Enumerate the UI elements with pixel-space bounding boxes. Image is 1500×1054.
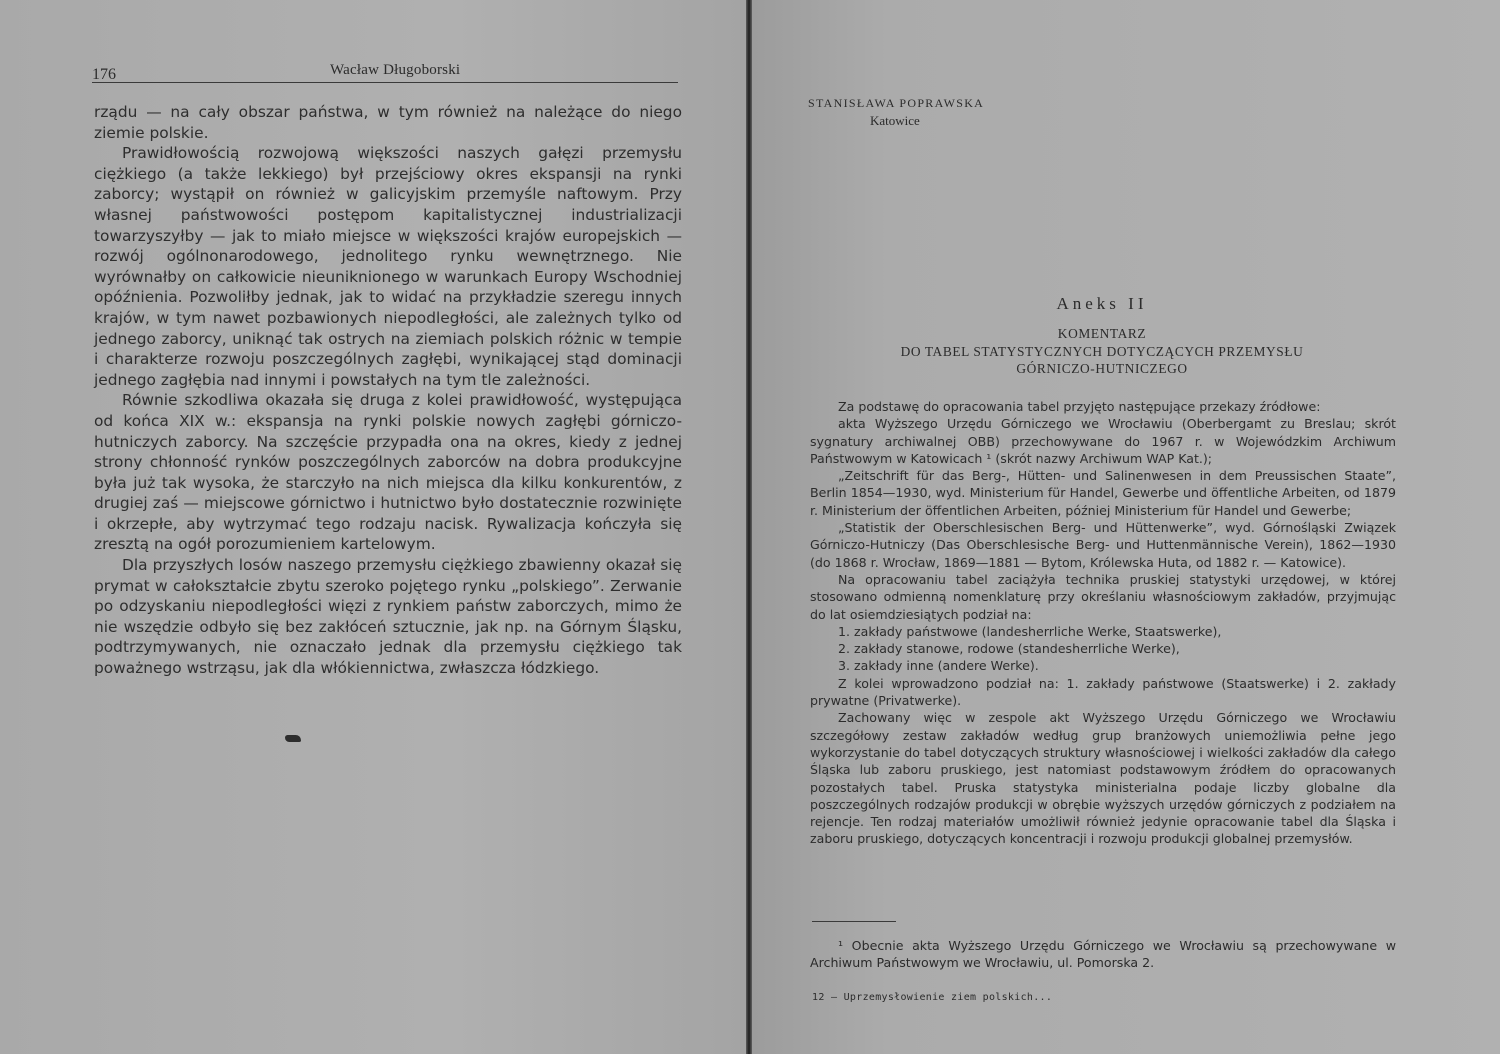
- subtitle-line: KOMENTARZ: [1057, 326, 1147, 341]
- sources-intro: Za podstawę do opracowania tabel przyjęto następujące przekazy źródłowe:: [838, 399, 1321, 414]
- author-name: STANISŁAWA POPRAWSKA: [808, 96, 985, 110]
- footnote: ¹ Obecnie akta Wyższego Urzędu Górniczego we Wrocławiu są przechowywane w Archiwum Państwowym we Wrocławiu, ul. Pomorska 2.: [810, 938, 1396, 971]
- paragraph: Na opracowaniu tabel zaciążyła technika pruskiej statystyki urzędowej, w której stosowano odmienną nomenklaturę przy określaniu własnościowym zakładów, przyjmując do lat osiemdziesiątych podział na:: [810, 571, 1396, 622]
- paragraph: Równie szkodliwa okazała się druga z kolei prawidłowość, występująca od końca XIX w.: ekspansja na rynki polskie nowych zagłębi górniczo-hutniczych zaborcy. Na szczęście przypadła ona na okres, kiedy z jednej strony chłonność rynków poszczególnych zaborców na dobra produkcyjne była już tak wysoka, że starczyło na nich miejsca dla kilku konkurentów, z drugiej zaś — miejscowe górnictwo i hutnictwo było dostatecznie rozwinięte i okrzepłe, aby wytrzymać tego rodzaju nacisk. Rywalizacja kończyła się zresztą na ogół porozumieniem kartelowym.: [94, 391, 682, 554]
- paragraph: Zachowany więc w zespole akt Wyższego Urzędu Górniczego we Wrocławiu szczegółowy zestaw zakładów według grup branżowych uniemożliwia pełne jego wykorzystanie do tabel dotyczących struktury własnościowej i wielkości zakładów dla całego Śląska lub zaboru pruskiego, jest natomiast podstawowym źródłem do opracowanych pozostałych tabel. Pruska statystyka ministerialna podaje liczby globalne dla poszczególnych rodzajów produkcji w obrębie wyższych urzędów górniczych z podziałem na rejencje. Ten rodzaj materiałów umożliwił również jedynie opracowanie tabel dla Śląska i zaboru pruskiego, dotyczących koncentracji i rozwoju produkcji globalnej przemysłów.: [810, 710, 1396, 847]
- list-item: 2. zakłady stanowe, rodowe (standesherrliche Werke),: [838, 641, 1180, 657]
- ink-smudge: [285, 735, 301, 742]
- ownership-list: [810, 623, 1396, 675]
- subtitle-line: GÓRNICZO-HUTNICZEGO: [1016, 361, 1188, 376]
- list-item: 3. zakłady inne (andere Werke).: [838, 658, 1039, 674]
- running-head: [92, 62, 678, 83]
- printer-signature: 12 — Uprzemysłowienie ziem polskich...: [812, 992, 1053, 1003]
- paragraph: Dla przyszłych losów naszego przemysłu ciężkiego zbawienny okazał się prymat w całokształcie zbytu szeroko pojętego rynku „polskiego”. Zerwanie po odzyskaniu niepodległości więzi z rynkiem państw zaborczych, mimo że nie wszędzie odbyło się bez zakłóceń sztucznie, jak np. na Górnym Śląsku, podtrzymywanych, nie oznaczało jednak dla przemysłu ciężkiego tak poważnego wstrząsu, jak dla włókiennictwa, zwłaszcza łódzkiego.: [94, 556, 682, 678]
- subtitle-line: DO TABEL STATYSTYCZNYCH DOTYCZĄCYCH PRZEMYSŁU: [900, 343, 1304, 359]
- paragraph: rządu — na cały obszar państwa, w tym również na należące do niego ziemie polskie.: [94, 103, 682, 142]
- right-page: [752, 0, 1500, 1054]
- paragraph: Z kolei wprowadzono podział na: 1. zakłady państwowe (Staatswerke) i 2. zakłady prywatne (Privatwerke).: [810, 675, 1396, 709]
- right-page-body: [810, 398, 1396, 848]
- list-item: 1. zakłady państwowe (landesherrliche Werke, Staatswerke),: [838, 623, 1222, 639]
- left-page: [0, 0, 748, 1054]
- source-entry: akta Wyższego Urzędu Górniczego we Wrocławiu (Oberbergamt zu Breslau; skrót sygnatury archiwalnej OBB) przechowywane do 1967 r. w Wojewódzkim Archiwum Państwowym w Katowicach ¹ (skrót nazwy Archiwum WAP Kat.);: [810, 416, 1396, 466]
- page-number: 176: [92, 66, 116, 83]
- paragraph: Prawidłowością rozwojową większości naszych gałęzi przemysłu ciężkiego (a także lekkiego) był przejściowy okres ekspansji na rynki zaborcy; wystąpił on również w galicyjskim przemyśle naftowym. Przy własnej państwowości postępom kapitalistycznej industrializacji towarzyszyłby — jak to miało miejsce w większości krajów europejskich — rozwój ogólnonarodowego, jednolitego rynku wewnętrznego. Nie wyrównałby on całkowicie nieuniknionego w warunkach Europy Wschodniej opóźnienia. Pozwoliłby jednak, jak to widać na przykładzie szeregu innych krajów, w tym nawet pozbawionych niepodległości, ale zależnych tylko od jednego zaborcy, uniknąć tak ostrych na ziemiach polskich różnic w tempie i charakterze rozwoju poszczególnych zagłębi, wynikającej stąd dominacji jednego zagłębia nad innymi i powstałych na tym tle zależności.: [94, 144, 682, 389]
- footnote-rule: [812, 921, 896, 922]
- left-page-body: [94, 102, 682, 679]
- running-head-author: Wacław Długoborski: [330, 62, 461, 78]
- annex-title: Aneks II: [1056, 294, 1148, 313]
- author-city: Katowice: [870, 113, 920, 128]
- author-block: [808, 95, 984, 129]
- source-entry: „Zeitschrift für das Berg-, Hütten- und Salinenwesen in dem Preussischen Staate”, Berlin 1854—1930, wyd. Ministerium für Handel, Gewerbe und öffentliche Arbeiten, od 1879 r. Ministerium der öffentlichen Arbeiten, później Ministerium für Handel und Gewerbe;: [810, 468, 1396, 518]
- source-entry: „Statistik der Oberschlesischen Berg- und Hüttenwerke”, wyd. Górnośląski Związek Górniczo-Hutniczy (Das Oberschlesische Berg- und Huttenmännische Verein), 1862—1930 (do 1868 r. Wrocław, 1869—1881 — Bytom, Królewska Huta, od 1882 r. — Katowice).: [810, 520, 1396, 570]
- annex-subtitle: [752, 325, 1452, 378]
